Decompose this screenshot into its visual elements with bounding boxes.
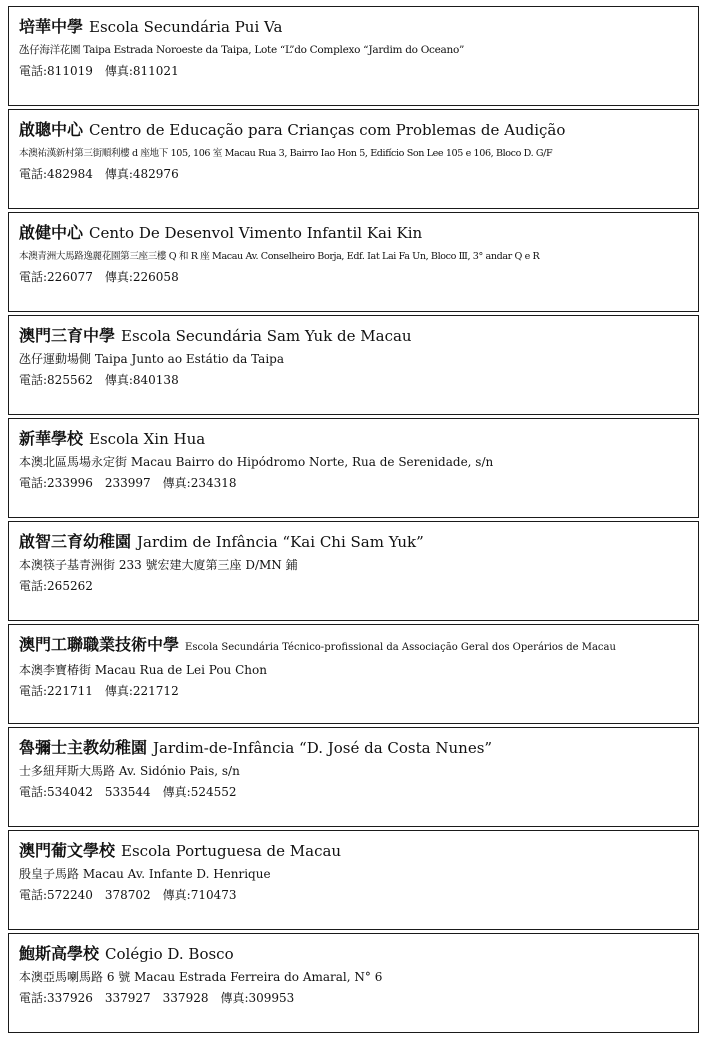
contact-line: 電話:233996 233997 傳真:234318 bbox=[19, 476, 237, 490]
entry-name-line bbox=[19, 14, 690, 40]
chinese-name: 澳門工聯職業技術中學 bbox=[19, 635, 180, 654]
portuguese-name: Jardim de Infância “Kai Chi Sam Yuk” bbox=[137, 533, 424, 551]
portuguese-name: Centro de Educação para Crianças com Problemas de Audição bbox=[89, 121, 566, 139]
contact-line: 電話:482984 傳真:482976 bbox=[19, 167, 179, 181]
portuguese-name: Escola Xin Hua bbox=[89, 430, 206, 448]
contact-line: 電話:811019 傳真:811021 bbox=[19, 64, 179, 78]
chinese-name: 魯彌士主教幼稚園 bbox=[19, 738, 148, 757]
contact-line: 電話:825562 傳真:840138 bbox=[19, 373, 179, 387]
entry-name-line bbox=[19, 941, 690, 967]
chinese-name: 澳門三育中學 bbox=[19, 326, 116, 345]
entry-name-line bbox=[19, 632, 690, 660]
portuguese-name: Jardim-de-Infância “D. José da Costa Nunes” bbox=[153, 739, 493, 757]
entry-name-line bbox=[19, 838, 690, 864]
address-line: 氹仔海洋花園 Taipa Estrada Noroeste da Taipa, Lote “L”do Complexo “Jardim do Oceano” bbox=[19, 44, 465, 56]
portuguese-name: Escola Secundária Técnico-profissional da Associação Geral dos Operários de Macau bbox=[185, 642, 616, 653]
address-line: 士多紐拜斯大馬路 Av. Sidónio Pais, s/n bbox=[19, 764, 240, 778]
contact-line: 電話:265262 bbox=[19, 579, 93, 593]
directory-entry bbox=[8, 933, 699, 1033]
address-line: 本澳北區馬場永定街 Macau Bairro do Hipódromo Norte, Rua de Serenidade, s/n bbox=[19, 455, 494, 469]
directory-entry bbox=[8, 109, 699, 209]
contact-line: 電話:572240 378702 傳真:710473 bbox=[19, 888, 237, 902]
entry-name-line bbox=[19, 426, 690, 452]
portuguese-name: Escola Secundária Pui Va bbox=[89, 18, 283, 36]
chinese-name: 啟智三育幼稚園 bbox=[19, 532, 132, 551]
address-line: 本澳祐漢新村第三街順利樓 d 座地下 105, 106 室 Macau Rua 3, Bairro Iao Hon 5, Edifício Son Lee 105 e 106, Bloco D. G/F bbox=[19, 148, 553, 159]
directory-entry bbox=[8, 830, 699, 930]
directory-entry bbox=[8, 212, 699, 312]
directory-entry bbox=[8, 315, 699, 415]
address-line: 氹仔運動場側 Taipa Junto ao Estátio da Taipa bbox=[19, 352, 284, 366]
directory-entry bbox=[8, 6, 699, 106]
address-line: 本澳筷子基青洲街 233 號宏建大廈第三座 D/MN 鋪 bbox=[19, 558, 298, 572]
portuguese-name: Escola Portuguesa de Macau bbox=[121, 842, 342, 860]
entry-name-line bbox=[19, 220, 690, 246]
chinese-name: 澳門葡文學校 bbox=[19, 841, 116, 860]
address-line: 殷皇子馬路 Macau Av. Infante D. Henrique bbox=[19, 867, 271, 881]
directory-entry bbox=[8, 418, 699, 518]
chinese-name: 啟健中心 bbox=[19, 223, 84, 242]
portuguese-name: Colégio D. Bosco bbox=[105, 945, 234, 963]
entry-name-line bbox=[19, 529, 690, 555]
directory-entry bbox=[8, 727, 699, 827]
chinese-name: 新華學校 bbox=[19, 429, 84, 448]
entry-name-line bbox=[19, 323, 690, 349]
address-line: 本澳青洲大馬路逸麗花園第三座三樓 Q 和 R 座 Macau Av. Conselheiro Borja, Edf. Iat Lai Fa Un, Bloco Ⅲ, 3° andar Q e R bbox=[19, 251, 540, 262]
chinese-name: 鮑斯高學校 bbox=[19, 944, 100, 963]
directory-entry bbox=[8, 624, 699, 724]
address-line: 本澳李寶椿街 Macau Rua de Lei Pou Chon bbox=[19, 663, 267, 677]
entry-name-line bbox=[19, 117, 690, 143]
contact-line: 電話:337926 337927 337928 傳真:309953 bbox=[19, 991, 295, 1005]
chinese-name: 啟聰中心 bbox=[19, 120, 84, 139]
portuguese-name: Escola Secundária Sam Yuk de Macau bbox=[121, 327, 412, 345]
school-directory bbox=[8, 6, 699, 1033]
contact-line: 電話:221711 傳真:221712 bbox=[19, 684, 179, 698]
contact-line: 電話:534042 533544 傳真:524552 bbox=[19, 785, 237, 799]
portuguese-name: Cento De Desenvol Vimento Infantil Kai Kin bbox=[89, 224, 423, 242]
entry-name-line bbox=[19, 735, 690, 761]
address-line: 本澳亞馬喇馬路 6 號 Macau Estrada Ferreira do Amaral, N° 6 bbox=[19, 970, 383, 984]
chinese-name: 培華中學 bbox=[19, 17, 84, 36]
contact-line: 電話:226077 傳真:226058 bbox=[19, 270, 179, 284]
directory-entry bbox=[8, 521, 699, 621]
